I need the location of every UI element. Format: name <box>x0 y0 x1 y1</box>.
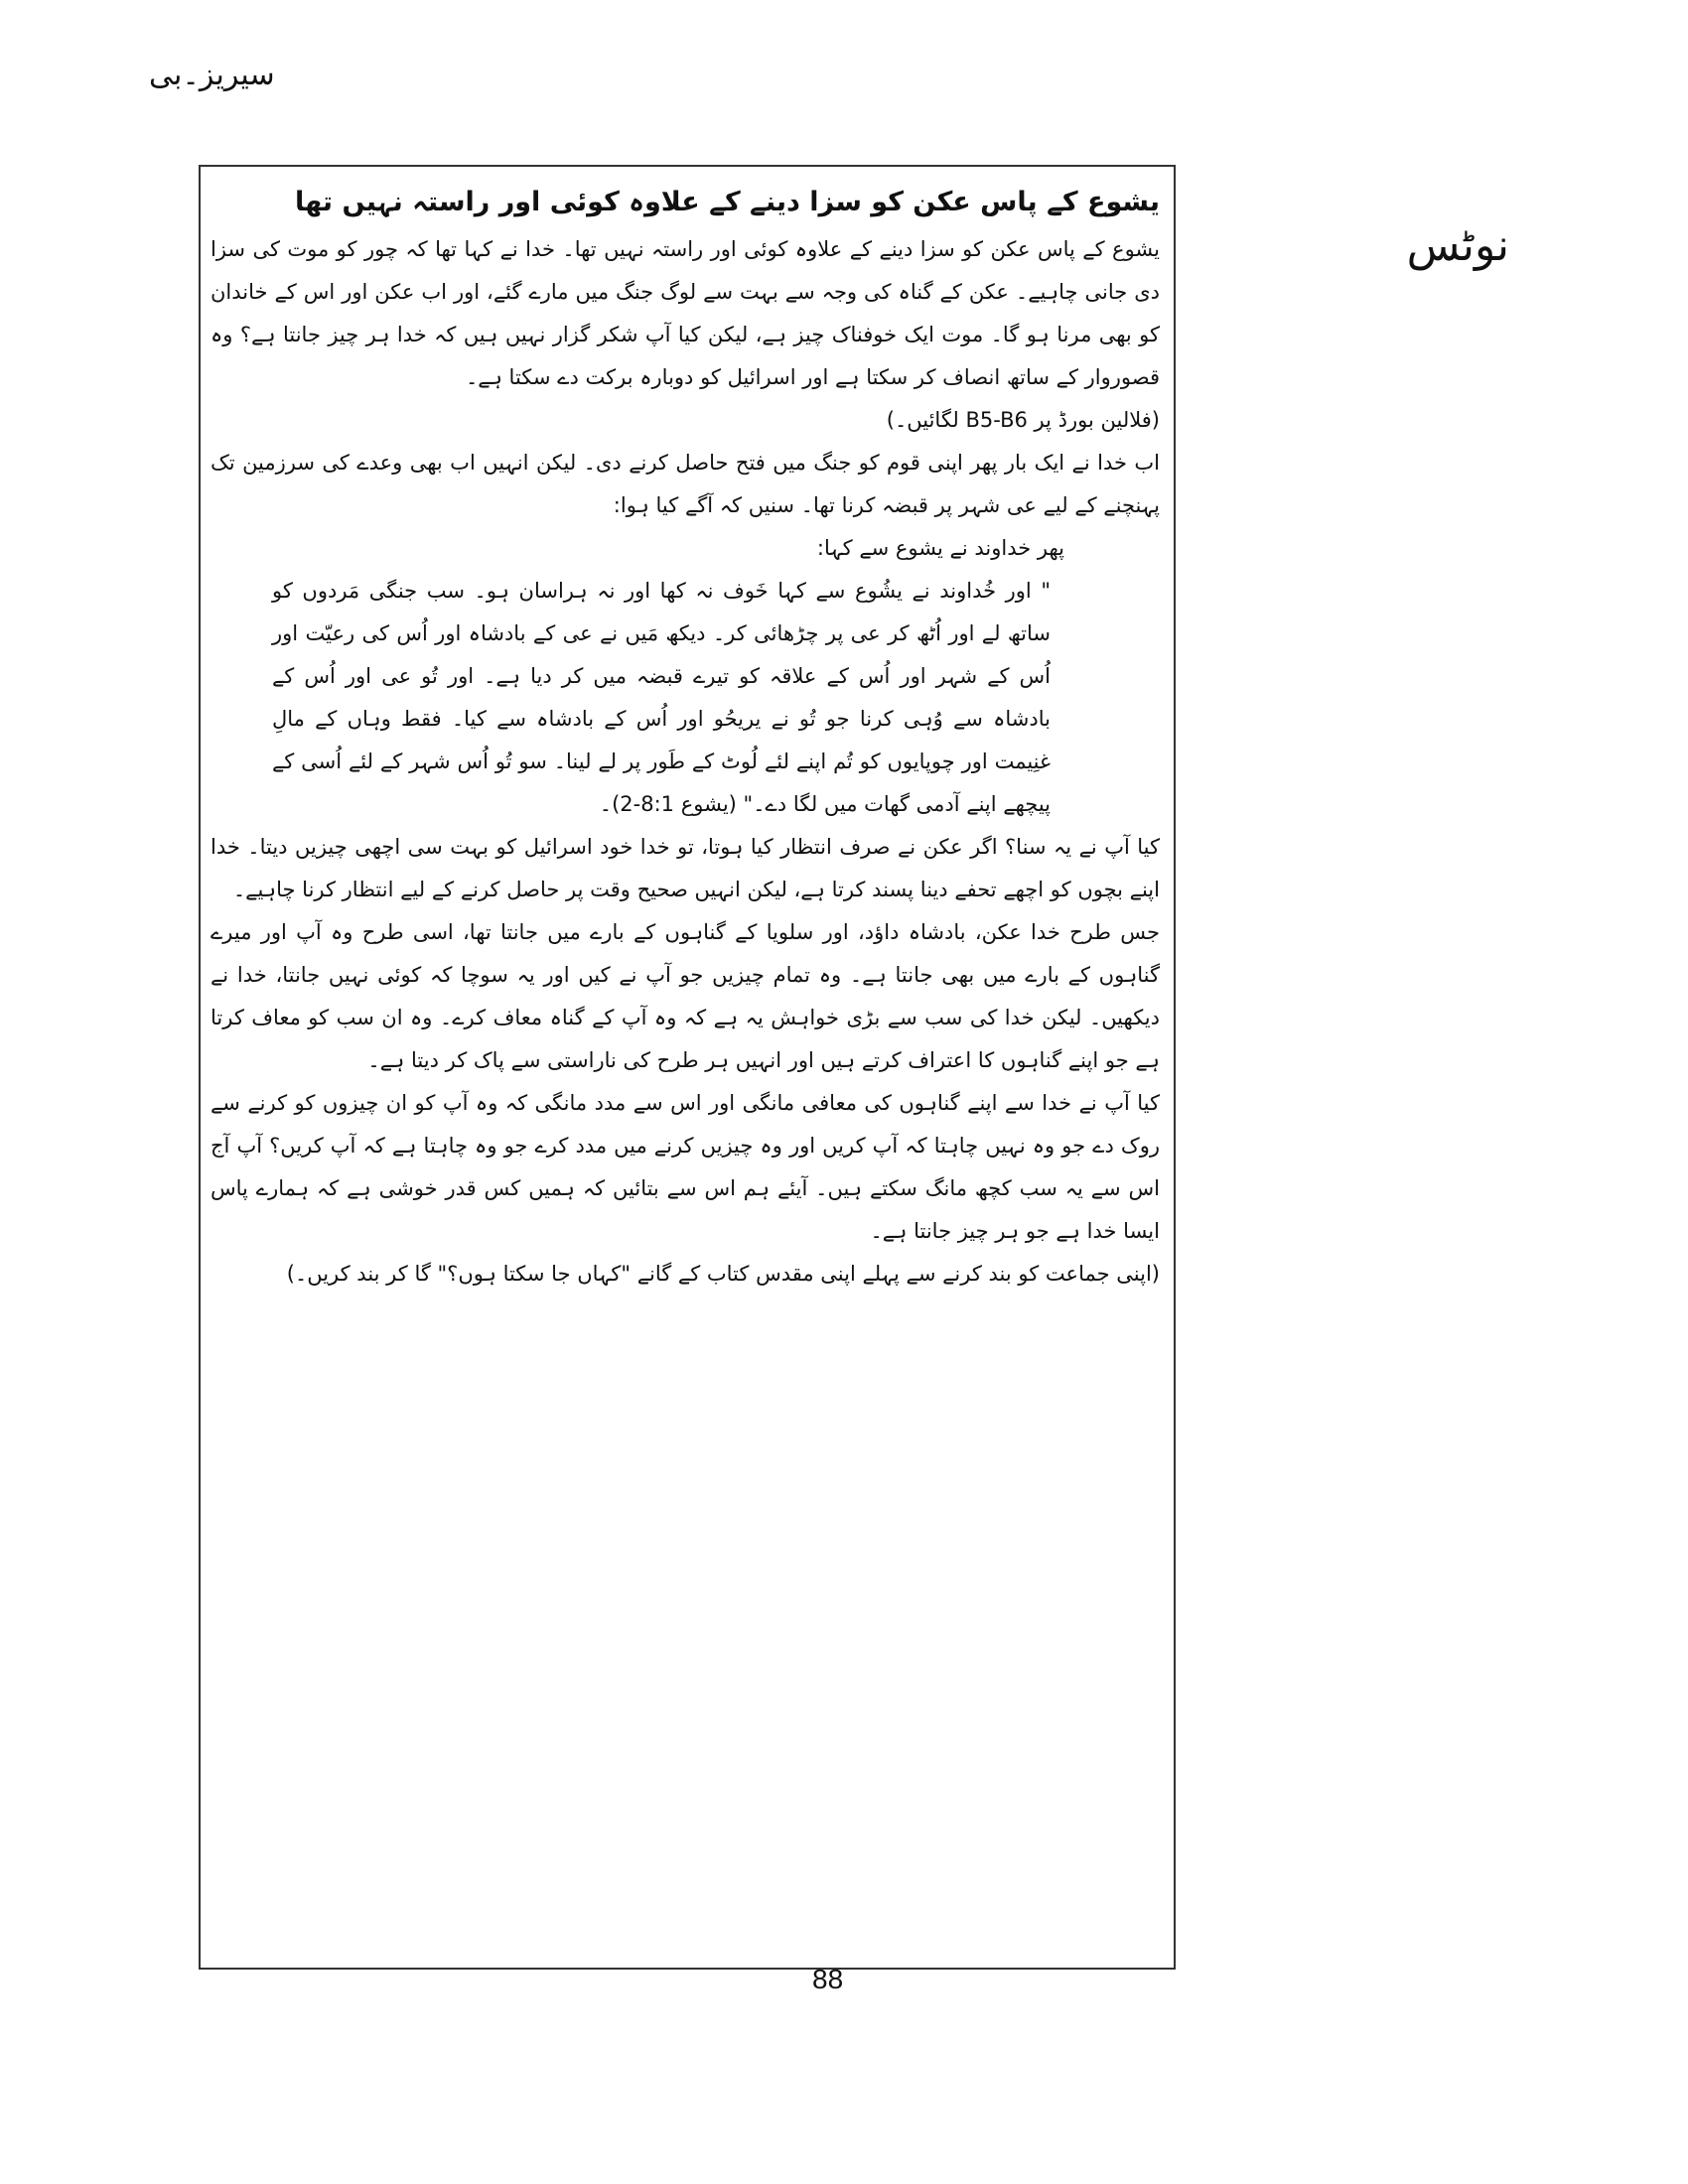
lesson-content-box <box>199 165 1176 1970</box>
paragraph-waiting: کیا آپ نے یہ سنا؟ اگر عکن نے صرف انتظار کیا ہوتا، تو خدا خود اسرائیل کو بہت سی اچھی چیزیں دیتا۔ خدا اپنے بچوں کو اچھے تحفے دینا پسند کرتا ہے، لیکن انہیں صحیح وقت پر حاصل کرنے کے لیے انتظار کرنا چاہیے۔ <box>211 835 1160 901</box>
paragraph-forgiveness: کیا آپ نے خدا سے اپنے گناہوں کی معافی مانگی اور اس سے مدد مانگی کہ وہ آپ کو ان چیزوں کو کرنے سے روک دے جو وہ نہیں چاہتا کہ آپ کریں اور وہ چیزیں کرنے میں مدد کرے جو وہ چاہتا ہے کہ آپ کریں؟ آپ آج اس سے یہ سب کچھ مانگ سکتے ہیں۔ آیئے ہم اس سے بتائیں کہ ہمیں کس قدر خوشی ہے کہ ہمارے پاس ایسا خدا ہے جو ہر چیز جانتا ہے۔ <box>211 1091 1160 1243</box>
closing-instruction: (اپنی جماعت کو بند کرنے سے پہلے اپنی مقدس کتاب کے گانے "کہاں جا سکتا ہوں؟" گا کر بند کریں۔) <box>286 1262 1160 1286</box>
section-heading: یشوع کے پاس عکن کو سزا دینے کے علاوہ کوئی اور راستہ نہیں تھا <box>294 187 1160 217</box>
page-number: 88 <box>812 1964 844 1994</box>
scripture-quote: " اور خُداوند نے یشُوع سے کہا خَوف نہ کھا اور نہ ہراسان ہو۔ سب جنگی مَردوں کو ساتھ لے اور اُٹھ کر عی پر چڑھائی کر۔ دیکھ مَیں نے عی کے بادشاہ اور اُس کی رعیّت اور اُس کے شہر اور اُس کے علاقہ کو تیرے قبضہ میں کر دیا ہے۔ اور تُو عی اور اُس کے بادشاہ سے وُہی کرنا جو تُو نے یریحُو اور اُس کے بادشاہ سے کیا۔ فقط وہاں کے مالِ غنِیمت اور چوپایوں کو تُم اپنے لئے لُوٹ کے طَور پر لے لینا۔ سو تُو اُس شہر کے لئے اُسی کے پیچھے اپنے آدمی گھات میں لگا دے۔" (یشوع 8:1-2)۔ <box>272 579 1051 816</box>
notes-label: نوٹس <box>1406 220 1509 271</box>
paragraph-god-knows: جس طرح خدا عکن، بادشاہ داؤد، اور سلویا کے گناہوں کے بارے میں جانتا تھا، اسی طرح وہ آپ اور میرے گناہوں کے بارے میں بھی جانتا ہے۔ وہ تمام چیزیں جو آپ نے کیں اور یہ سوچا کہ کوئی نہیں جانتا، خدا نے دیکھیں۔ لیکن خدا کی سب سے بڑی خواہش یہ ہے کہ وہ آپ کے گناہ معاف کرے۔ وہ ان سب کو معاف کرتا ہے جو اپنے گناہوں کا اعتراف کرتے ہیں اور انہیں ہر طرح کی ناراستی سے پاک کر دیتا ہے۔ <box>211 920 1160 1072</box>
flannelboard-instruction: (فلالین بورڈ پر B5-B6 لگائیں۔) <box>886 408 1160 432</box>
quote-intro: پھر خداوند نے یشوع سے کہا: <box>816 536 1064 560</box>
lesson-text <box>211 181 1160 1296</box>
paragraph-victory-ai: اب خدا نے ایک بار پھر اپنی قوم کو جنگ میں فتح حاصل کرنے دی۔ لیکن انہیں اب بھی وعدے کی سرزمین تک پہنچنے کے لیے عی شہر پر قبضہ کرنا تھا۔ سنیں کہ آگے کیا ہوا: <box>211 451 1160 517</box>
paragraph-joshua-no-choice: یشوع کے پاس عکن کو سزا دینے کے علاوہ کوئی اور راستہ نہیں تھا۔ خدا نے کہا تھا کہ چور کو موت کی سزا دی جانی چاہیے۔ عکن کے گناہ کی وجہ سے بہت سے لوگ جنگ میں مارے گئے، اور اب عکن اور اس کے خاندان کو بھی مرنا ہو گا۔ موت ایک خوفناک چیز ہے، لیکن کیا آپ شکر گزار نہیں ہیں کہ خدا ہر چیز جانتا ہے؟ وہ قصوروار کے ساتھ انصاف کر سکتا ہے اور اسرائیل کو دوبارہ برکت دے سکتا ہے۔ <box>211 237 1160 389</box>
series-label: سیریز۔بی <box>149 58 275 92</box>
